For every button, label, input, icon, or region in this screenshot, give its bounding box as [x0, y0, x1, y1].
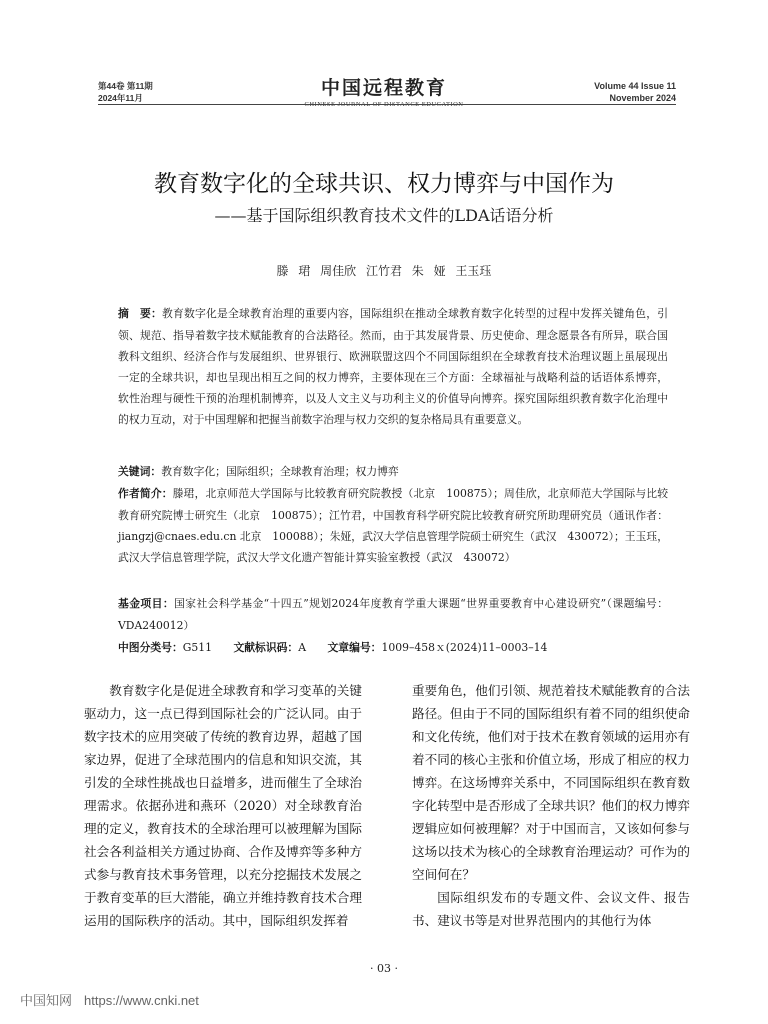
site-url[interactable]: https://www.cnki.net [84, 993, 199, 1008]
article-number [327, 641, 547, 654]
author-bio-text: 滕珺，北京师范大学国际与比较教育研究院教授（北京 100875）；周佳欣，北京师范大学国际与比较教育研究院博士研究生（北京 100875）；江竹君，中国教育科学研究院比较教育研究所助理研究员（通讯作者：jiangzj@cnaes.edu.cn 北京 100088）；朱娅，武汉大学信息管理学院硕士研究生（武汉 430072）；王玉珏，武汉大学信息管理学院，武汉大学文化遗产智能计算实验室教授（武汉 430072） [118, 487, 669, 564]
abstract-text: 教育数字化是全球教育治理的重要内容，国际组织在推动全球教育数字化转型的过程中发挥关键角色，引领、规范、指导着数字技术赋能教育的合法路径。然而，由于其发展背景、历史使命、理念愿景各有所异，联合国教科文组织、经济合作与发展组织、世界银行、欧洲联盟这四个不同国际组织在全球教育技术治理议题上虽展现出一定的全球共识，却也呈现出相互之间的权力博弈，主要体现在三个方面：全球福祉与战略利益的话语体系博弈，软性治理与硬性干预的治理机制博弈，以及人文主义与功利主义的价值导向博弈。探究国际组织教育数字化治理中的权力互动，对于中国理解和把握当前数字治理与权力交织的复杂格局具有重要意义。 [118, 307, 669, 426]
funding [118, 593, 668, 636]
body-column-left [84, 679, 362, 932]
abstract-label: 摘 要： [118, 308, 163, 320]
funding-text: 国家社会科学基金“十四五”规划2024年度教育学重大课题“世界重要教育中心建设研究”（课题编号：VDA240012） [118, 597, 669, 632]
funding-label: 基金项目： [118, 598, 175, 610]
doc-label: 文献标识码： [233, 642, 299, 654]
page-number: · 03 · [370, 962, 398, 975]
article-no-label: 文章编号： [327, 642, 382, 654]
body-paragraph: 教育数字化是促进全球教育和学习变革的关键驱动力，这一点已得到国际社会的广泛认同。由于数字技术的应用突破了传统的教育边界，超越了国家边界，促进了全球范围内的信息和知识交流，其引发的全球性挑战也日益增多，进而催生了全球治理需求。依据孙进和燕环（2020）对全球教育治理的定义，教育技术的全球治理可以被理解为国际社会各利益相关方通过协商、合作及博弈等多种方式参与教育技术事务管理，以充分挖掘技术发展之于教育变革的巨大潜能，确立并维持教育技术合理运用的国际秩序的活动。其中，国际组织发挥着 [84, 683, 362, 928]
article-subtitle: ——基于国际组织教育技术文件的LDA话语分析 [214, 206, 554, 225]
keywords [118, 461, 668, 483]
clc-label: 中图分类号： [118, 642, 183, 654]
article-title: 教育数字化的全球共识、权力博弈与中国作为 [154, 171, 614, 197]
site-name: 中国知网 [20, 993, 73, 1008]
date-en: November 2024 [609, 93, 676, 103]
author-bio [118, 483, 668, 568]
volume-issue-en: Volume 44 Issue 11 [594, 81, 676, 91]
body-paragraph: 国际组织发布的专题文件、会议文件、报告书、建议书等是对世界范围内的其他行为体 [412, 890, 690, 928]
article-no-value: 1009–458ｘ(2024)11–0003–14 [381, 641, 548, 654]
body-column-right [412, 679, 690, 932]
keywords-text: 教育数字化；国际组织；全球教育治理；权力博弈 [161, 465, 399, 478]
header-rule [98, 104, 676, 105]
body-paragraph: 重要角色，他们引领、规范着技术赋能教育的合法路径。但由于不同的国际组织有着不同的组织使命和文化传统，他们对于技术在教育领域的运用亦有着不同的核心主张和价值立场，形成了相应的权力博弈。在这场博弈关系中，不同国际组织在教育数字化转型中是否形成了全球共识？他们的权力博弈逻辑应如何被理解？对于中国而言，又该如何参与这场以技术为核心的全球教育治理运动？可作为的空间何在？ [412, 683, 690, 882]
document-code [233, 641, 306, 654]
clc-value: G511 [182, 641, 213, 654]
keywords-label: 关键词： [118, 466, 162, 478]
watermark-footer [20, 990, 199, 1009]
doc-value: A [298, 641, 307, 654]
author-list: 滕 珺 周佳欣 江竹君 朱 娅 王玉珏 [276, 264, 492, 278]
volume-issue-cn: 第44卷 第11期 [98, 81, 153, 91]
journal-title-en: CHINESE JOURNAL OF DISTANCE EDUCATION [304, 101, 464, 108]
classification [118, 637, 668, 659]
clc-code [118, 641, 212, 654]
issue-info-en [594, 80, 676, 104]
journal-title-cn: 中国远程教育 [320, 77, 447, 99]
author-bio-label: 作者简介： [118, 488, 173, 500]
date-cn: 2024年11月 [98, 93, 143, 103]
abstract [118, 303, 668, 430]
